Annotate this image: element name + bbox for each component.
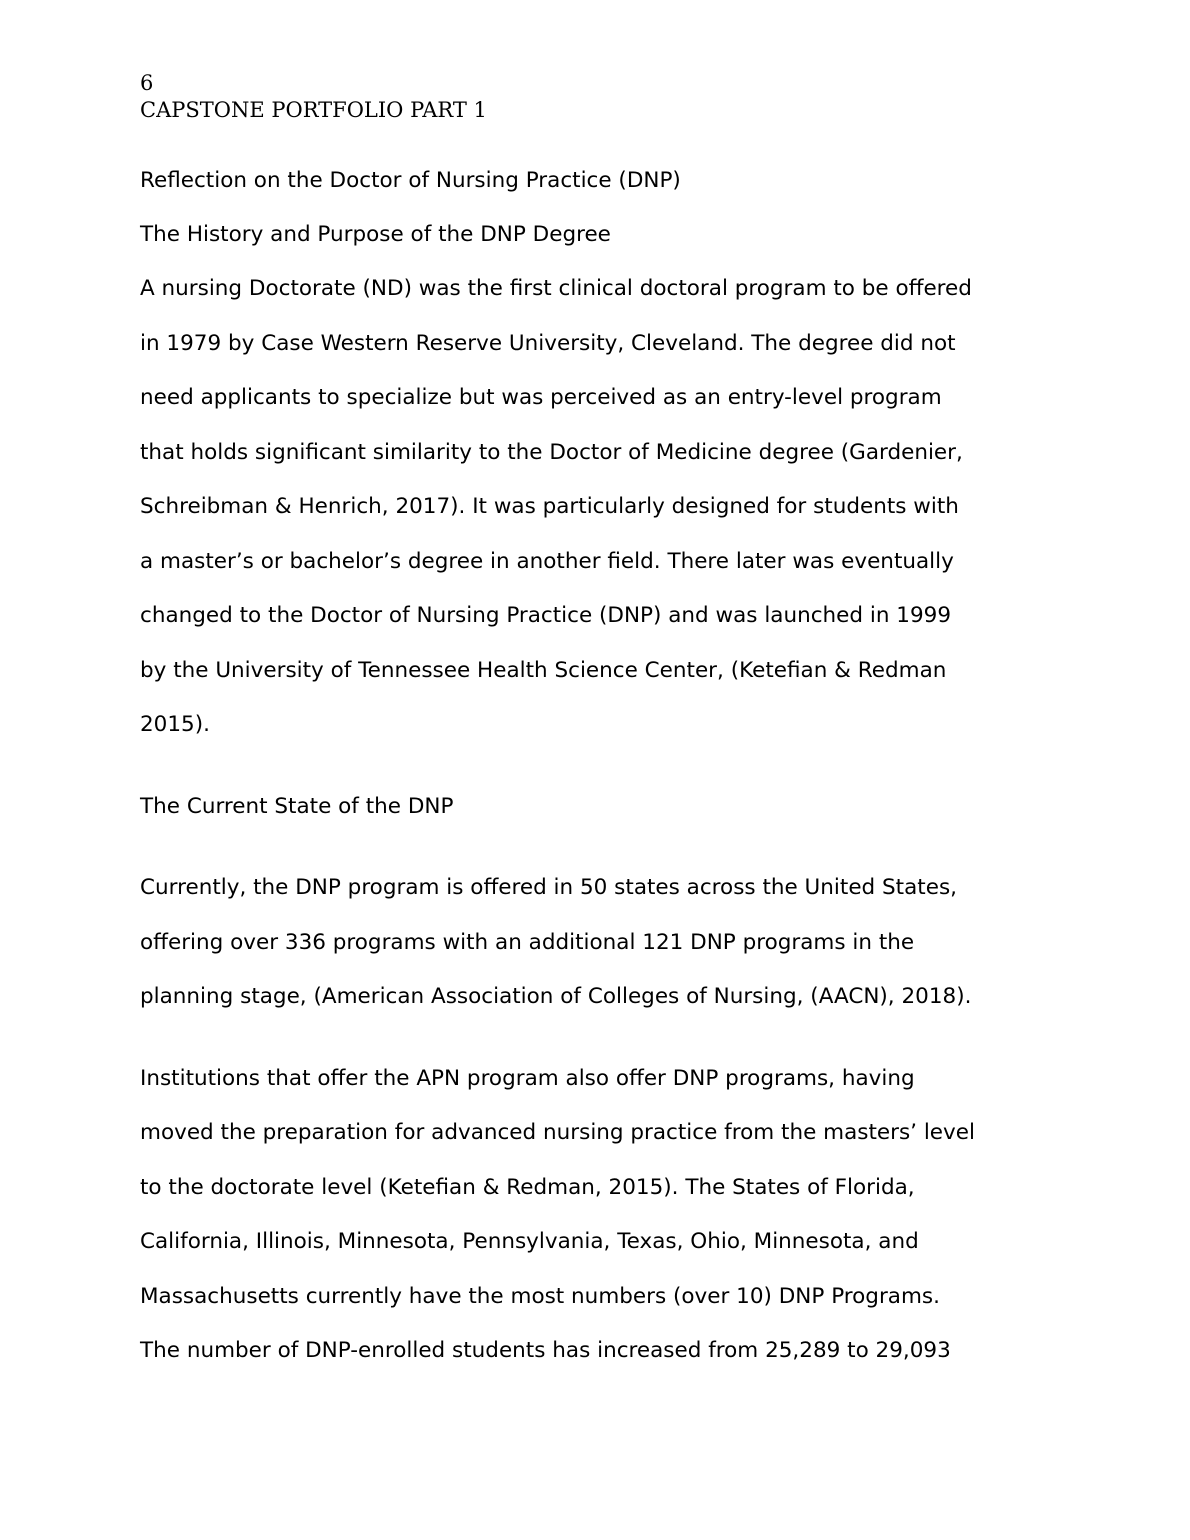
paragraph-line: The number of DNP-enrolled students has increased from 25,289 to 29,093 [140, 1338, 951, 1363]
paragraph-line: to the doctorate level (Ketefian & Redman, 2015). The States of Florida, [140, 1175, 915, 1200]
section-heading-history: The History and Purpose of the DNP Degree [140, 222, 611, 247]
paragraph-line: offering over 336 programs with an additional 121 DNP programs in the [140, 930, 915, 955]
running-head: CAPSTONE PORTFOLIO PART 1 [140, 98, 487, 122]
paragraph-line: by the University of Tennessee Health Science Center, (Ketefian & Redman [140, 658, 947, 683]
paragraph-line: a master’s or bachelor’s degree in another field. There later was eventually [140, 549, 954, 574]
section-heading-current-state: The Current State of the DNP [140, 794, 454, 819]
paragraph-line: California, Illinois, Minnesota, Pennsylvania, Texas, Ohio, Minnesota, and [140, 1229, 919, 1254]
document-title: Reflection on the Doctor of Nursing Practice (DNP) [140, 168, 681, 193]
paragraph-line: 2015). [140, 712, 210, 737]
paragraph-line: changed to the Doctor of Nursing Practice (DNP) and was launched in 1999 [140, 603, 952, 628]
paragraph-line: Massachusetts currently have the most numbers (over 10) DNP Programs. [140, 1284, 940, 1309]
paragraph-line: planning stage, (American Association of Colleges of Nursing, (AACN), 2018). [140, 984, 972, 1009]
paragraph-line: Currently, the DNP program is offered in 50 states across the United States, [140, 875, 957, 900]
paragraph-line: A nursing Doctorate (ND) was the first clinical doctoral program to be offered [140, 276, 972, 301]
paragraph-line: need applicants to specialize but was perceived as an entry-level program [140, 385, 942, 410]
paragraph-line: Institutions that offer the APN program also offer DNP programs, having [140, 1066, 915, 1091]
paragraph-line: in 1979 by Case Western Reserve University, Cleveland. The degree did not [140, 331, 956, 356]
page-header [140, 70, 487, 124]
paragraph-line: Schreibman & Henrich, 2017). It was particularly designed for students with [140, 494, 959, 519]
paragraph-line: moved the preparation for advanced nursing practice from the masters’ level [140, 1120, 975, 1145]
page-number: 6 [140, 71, 154, 95]
paragraph-line: that holds significant similarity to the Doctor of Medicine degree (Gardenier, [140, 440, 963, 465]
